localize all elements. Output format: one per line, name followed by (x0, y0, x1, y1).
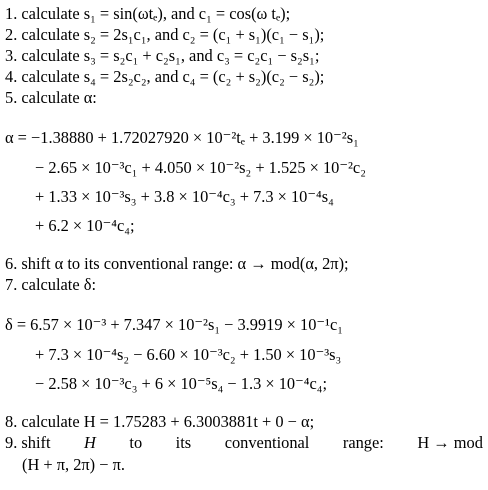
alpha-equation-line-3: + 1.33 × 10⁻³s₃ + 3.8 × 10⁻⁴c₃ + 7.3 × 10⁻⁴s₄ (35, 187, 334, 206)
step-9-word: its (175, 433, 192, 452)
step-9-word: conventional (224, 433, 310, 452)
step-9-word: range: (342, 433, 384, 452)
step-9-justified-line (5, 433, 483, 453)
step-9-word: H (84, 433, 96, 452)
delta-equation-line-3: − 2.58 × 10⁻³c₃ + 6 × 10⁻⁵s₄ − 1.3 × 10⁻⁴c₄; (35, 374, 327, 393)
step-4: 4. calculate s₄ = 2s₂c₂, and c₄ = (c₂ + s₂)(c₂ − s₂); (5, 67, 325, 86)
step-2: 2. calculate s₂ = 2s₁c₁, and c₂ = (c₁ + s₁)(c₁ − s₁); (5, 25, 325, 44)
step-5: 5. calculate α: (5, 88, 97, 107)
delta-equation-line-2: + 7.3 × 10⁻⁴s₂ − 6.60 × 10⁻³c₂ + 1.50 × 10⁻³s₃ (35, 345, 342, 364)
step-9-word: to (129, 433, 143, 452)
alpha-equation-line-2: − 2.65 × 10⁻³c₁ + 4.050 × 10⁻²s₂ + 1.525 × 10⁻²c₂ (35, 158, 366, 177)
step-7: 7. calculate δ: (5, 275, 96, 294)
step-9 (5, 433, 483, 453)
alpha-equation-line-4: + 6.2 × 10⁻⁴c₄; (35, 216, 135, 235)
step-9-word: H → mod (417, 433, 483, 452)
step-3: 3. calculate s₃ = s₂c₁ + c₂s₁, and c₃ = c₂c₁ − s₂s₁; (5, 46, 320, 65)
step-9-word: 9. shift (5, 433, 51, 452)
step-1: 1. calculate s₁ = sin(ωtₑ), and c₁ = cos(ω tₑ); (5, 4, 291, 23)
step-8: 8. calculate H = 1.75283 + 6.3003881t + 0 − α; (5, 412, 315, 431)
alpha-equation-line-1: α = −1.38880 + 1.72027920 × 10⁻²tₑ + 3.199 × 10⁻²s₁ (5, 128, 359, 147)
step-9-continuation: (H + π, 2π) − π. (22, 455, 125, 474)
step-6: 6. shift α to its conventional range: α → mod(α, 2π); (5, 254, 349, 273)
delta-equation-line-1: δ = 6.57 × 10⁻³ + 7.347 × 10⁻²s₁ − 3.9919 × 10⁻¹c₁ (5, 315, 343, 334)
